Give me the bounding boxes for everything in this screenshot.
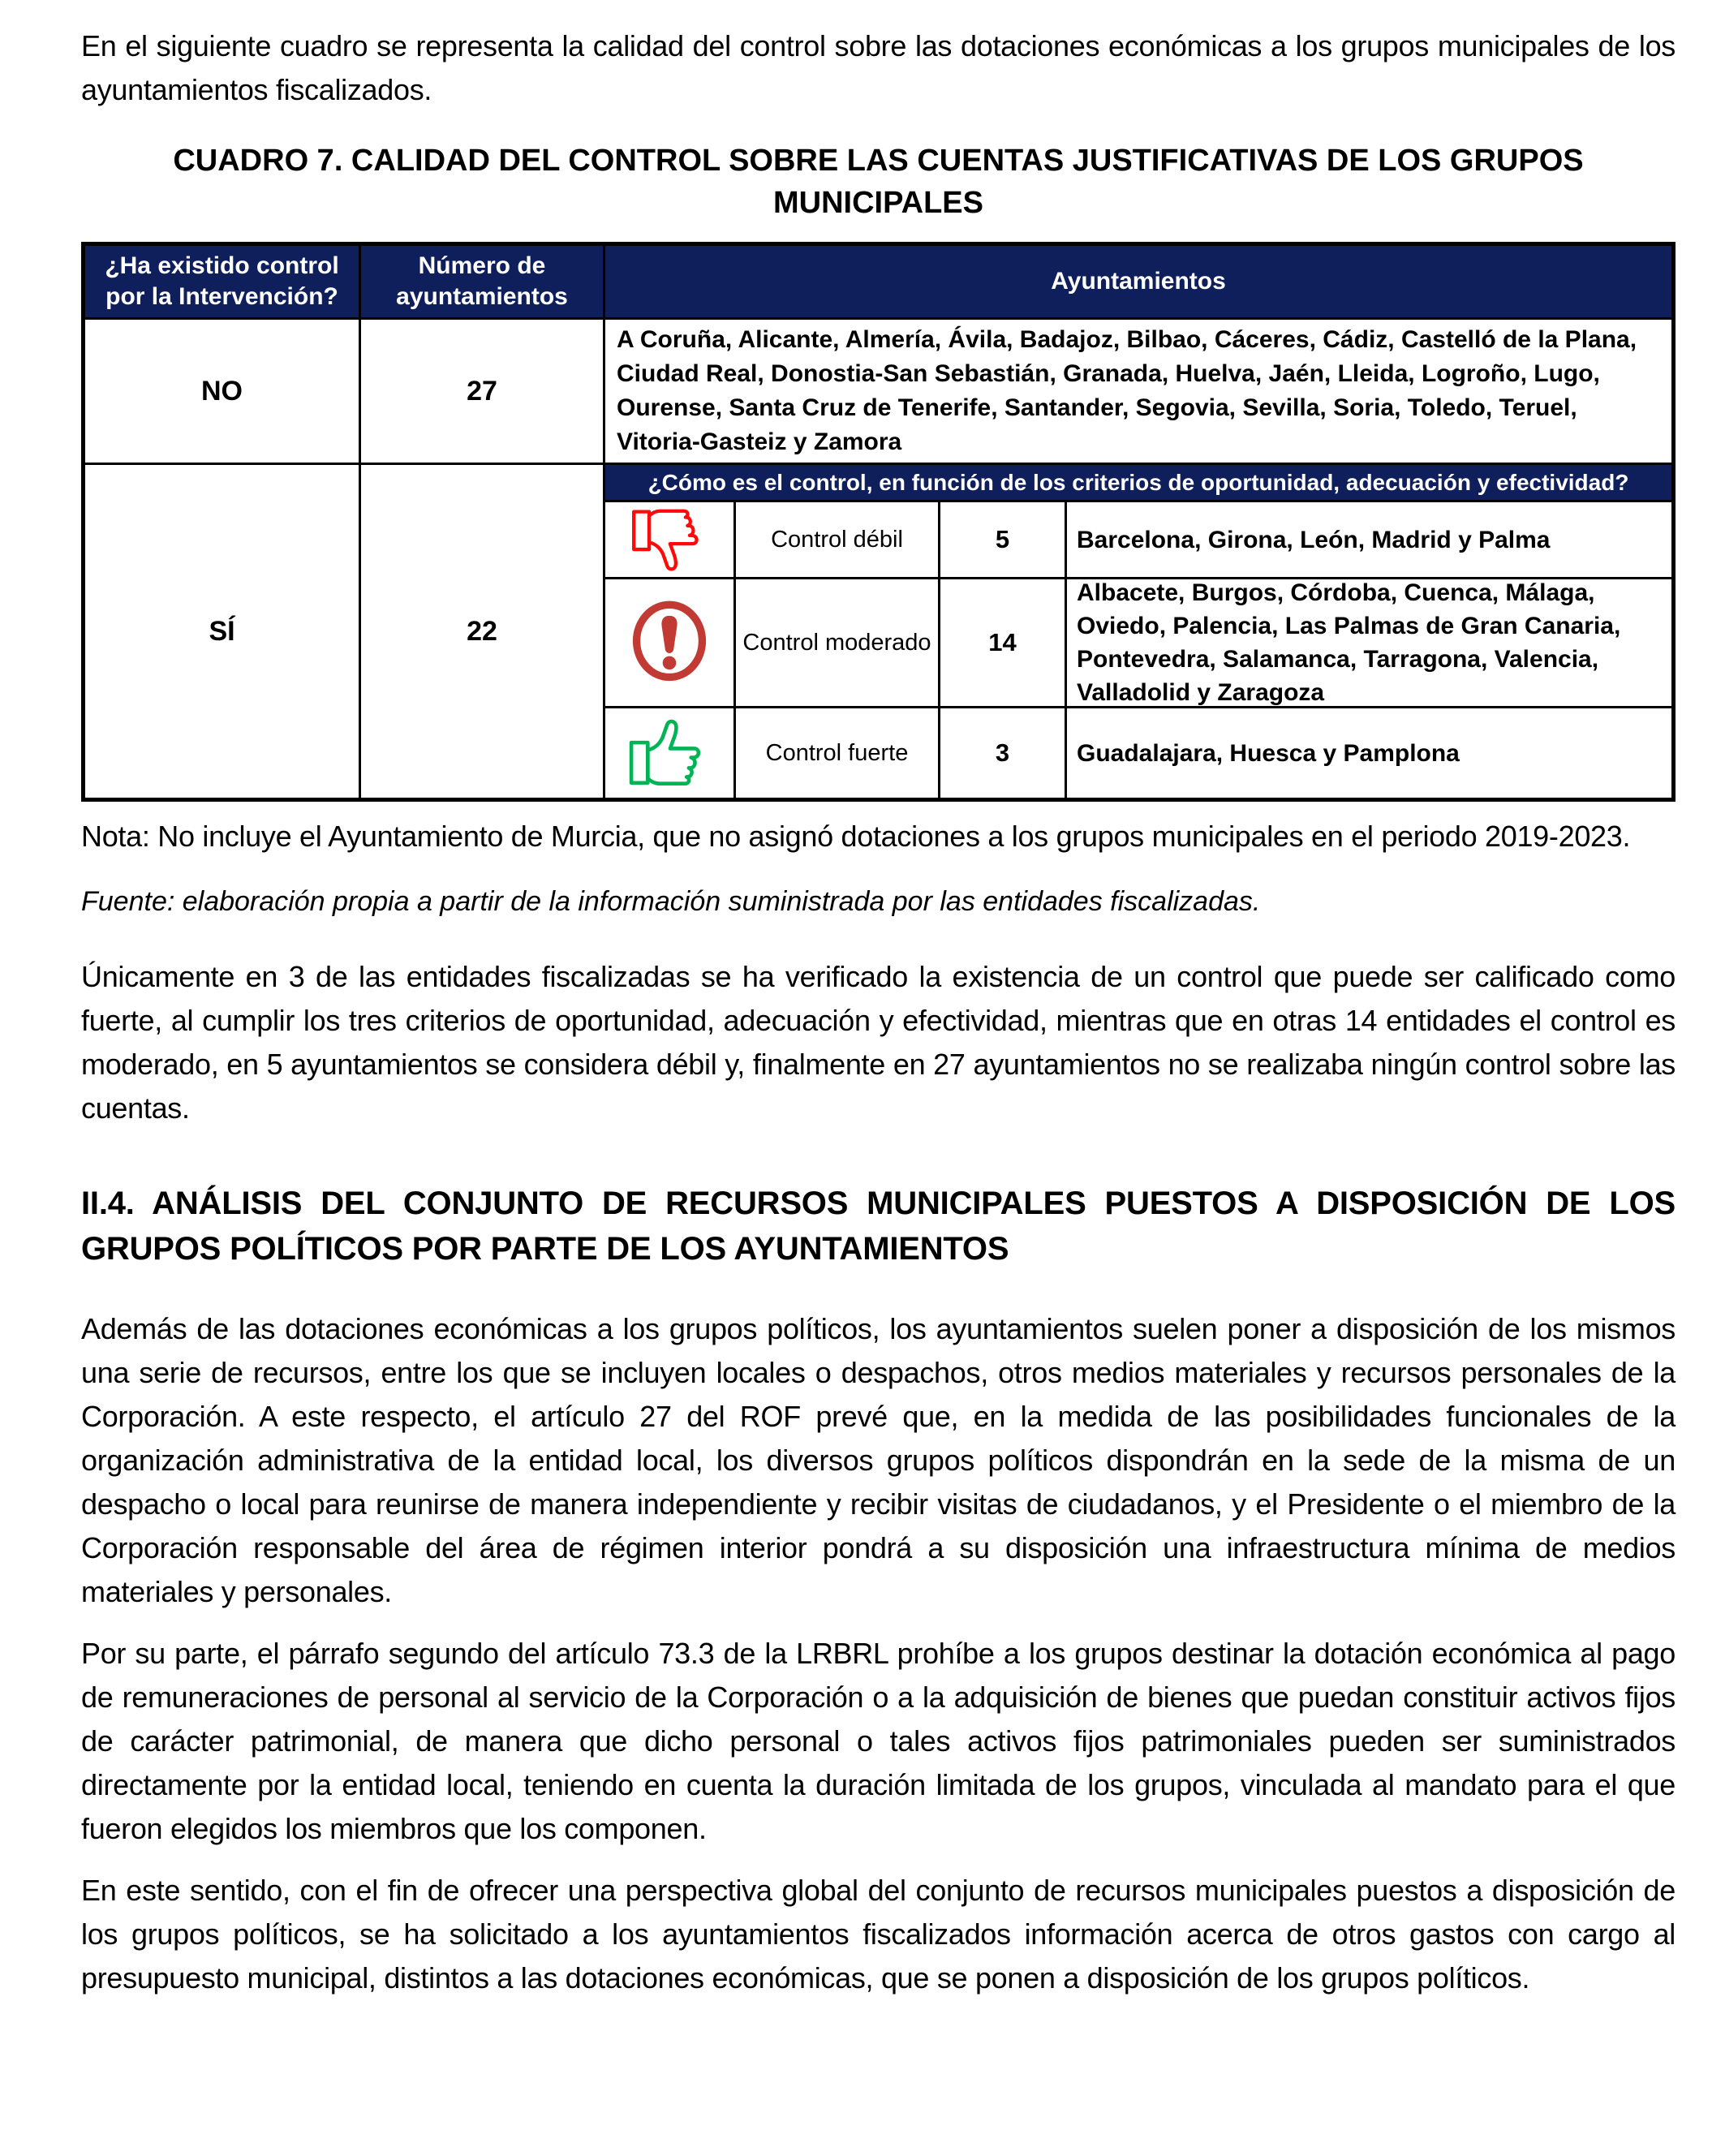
body-paragraph-3: En este sentido, con el fin de ofrecer una perspectiva global del conjunto de recursos municipales puestos a disposición de los grupos políticos, se ha solicitado a los ayuntamientos fiscalizados información acerca de otros gastos con cargo al presupuesto municipal, distintos a las dotaciones económicas, que se ponen a disposición de los grupos políticos. [81, 1874, 1676, 1995]
count-si: 22 [359, 465, 603, 798]
table-source: Fuente: elaboración propia a partir de la información suministrada por las entidades fiscalizadas. [81, 886, 1261, 917]
summary-paragraph: Únicamente en 3 de las entidades fiscalizadas se ha verificado la existencia de un control que puede ser calificado como fuerte, al cumplir los tres criterios de oportunidad, adecuación y efectividad, mientras que en otras 14 entidades el control es moderado, en 5 ayuntamientos se considera débil y, finalmente en 27 ayuntamientos no se realizaba ningún control sobre las cuentas. [81, 960, 1676, 1125]
body-paragraph-1: Además de las dotaciones económicas a los grupos políticos, los ayuntamientos suelen poner a disposición de los mismos una serie de recursos, entre los que se incluyen locales o despachos, otros medios materiales y recursos personales de la Corporación. A este respecto, el artículo 27 del ROF prevé que, en la medida de las posibilidades funcionales de la organización administrativa de la entidad local, los diversos grupos políticos dispondrán en la sede de la misma de un despacho o local para reunirse de manera independiente y recibir visitas de ciudadanos, y el Presidente o el miembro de la Corporación responsable del área de régimen interior pondrá a su disposición una infraestructura mínima de medios materiales y personales. [81, 1312, 1676, 1608]
control-quality-subtable [603, 465, 1671, 798]
answer-si: SÍ [209, 615, 235, 647]
control-level-label: Control fuerte [733, 708, 938, 798]
body-paragraph-2: Por su parte, el párrafo segundo del artículo 73.3 de la LRBRL prohíbe a los grupos destinar la dotación económica al pago de remuneraciones de personal al servicio de la Corporación o a la adquisición de bienes que puedan constituir activos fijos de carácter patrimonial, de manera que dicho personal o tales activos fijos patrimoniales pueden ser suministrados directamente por la entidad local, teniendo en cuenta la duración limitada de los grupos, vinculada al mandato para el que fueron elegidos los miembros que los componen. [81, 1637, 1676, 1845]
table-row-si [85, 463, 1671, 798]
control-level-label: Control débil [733, 502, 938, 577]
thumbs-up-icon [605, 708, 733, 798]
thumbs-down-icon [605, 502, 733, 577]
table-title: CUADRO 7. CALIDAD DEL CONTROL SOBRE LAS CUENTAS JUSTIFICATIVAS DE LOS GRUPOS MUNICIPALES [173, 144, 1584, 220]
control-level-count: 3 [938, 708, 1065, 798]
control-level-municipalities: Barcelona, Girona, León, Madrid y Palma [1065, 502, 1671, 577]
control-level-municipalities: Guadalajara, Huesca y Pamplona [1065, 708, 1671, 798]
column-header-number: Número de ayuntamientos [359, 246, 603, 317]
control-level-municipalities: Albacete, Burgos, Córdoba, Cuenca, Málaga, Oviedo, Palencia, Las Palmas de Gran Canaria, Pontevedra, Salamanca, Tarragona, Valencia, Valladolid y Zaragoza [1065, 579, 1671, 706]
column-header-control-existed: ¿Ha existido control por la Intervención? [105, 252, 339, 310]
control-level-count: 5 [938, 502, 1065, 577]
table-note: Nota: No incluye el Ayuntamiento de Murcia, que no asignó dotaciones a los grupos municipales en el periodo 2019-2023. [81, 820, 1631, 853]
table-row-control-fuerte [605, 706, 1671, 798]
table-row-control-debil [605, 502, 1671, 577]
table-header-row [85, 246, 1671, 317]
warning-exclamation-icon [605, 579, 733, 706]
municipalities-no: A Coruña, Alicante, Almería, Ávila, Badajoz, Bilbao, Cáceres, Cádiz, Castelló de la Plana, Ciudad Real, Donostia-San Sebastián, Granada, Huelva, Jaén, Lleida, Logroño, Lugo, Ourense, Santa Cruz de Tenerife, Santander, Segovia, Sevilla, Soria, Toledo, Teruel, Vitoria-Gasteiz y Zamora [603, 320, 1671, 463]
control-level-count: 14 [938, 579, 1065, 706]
subtable-header: ¿Cómo es el control, en función de los criterios de oportunidad, adecuación y efectividad? [605, 465, 1671, 502]
intro-paragraph: En el siguiente cuadro se representa la calidad del control sobre las dotaciones económicas a los grupos municipales de los ayuntamientos fiscalizados. [81, 29, 1676, 106]
table-row-control-moderado [605, 577, 1671, 706]
answer-no: NO [201, 375, 243, 407]
column-header-municipalities: Ayuntamientos [603, 246, 1671, 317]
table-row-no [85, 317, 1671, 463]
control-level-label: Control moderado [733, 579, 938, 706]
section-heading-ii4: II.4. ANÁLISIS DEL CONJUNTO DE RECURSOS MUNICIPALES PUESTOS A DISPOSICIÓN DE LOS GRUPOS POLÍTICOS POR PARTE DE LOS AYUNTAMIENTOS [81, 1186, 1676, 1267]
count-no: 27 [359, 320, 603, 463]
table-cuadro7 [81, 242, 1676, 802]
